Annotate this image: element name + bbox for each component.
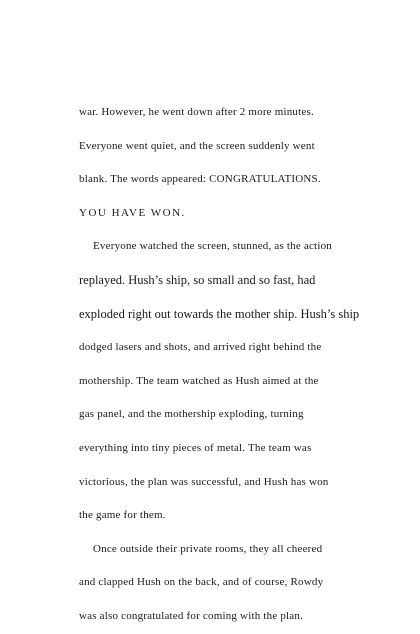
text-line: YOU HAVE WON. [79, 206, 186, 219]
text-line: blank. The words appeared: CONGRATULATIONS. [79, 173, 321, 186]
text-line: replayed. Hush’s ship, so small and so fast, had [79, 272, 316, 287]
text-line: Everyone went quiet, and the screen suddenly went [79, 139, 315, 152]
text-line: gas panel, and the mothership exploding, turning [79, 408, 304, 421]
text-line: dodged lasers and shots, and arrived right behind the [79, 341, 322, 354]
paragraph-start-line: Everyone watched the screen, stunned, as the action [93, 240, 332, 253]
text-line: everything into tiny pieces of metal. The team was [79, 441, 312, 454]
paragraph-start-line: Once outside their private rooms, they all cheered [93, 542, 323, 555]
text-line: the game for them. [79, 509, 166, 522]
text-line: victorious, the plan was successful, and Hush has won [79, 475, 329, 488]
text-line: exploded right out towards the mother ship. Hush’s ship [79, 306, 360, 321]
story-text [79, 96, 360, 634]
text-line: and clapped Hush on the back, and of course, Rowdy [79, 576, 324, 589]
text-line: was also congratulated for coming with the plan. [79, 609, 304, 622]
text-line: war. However, he went down after 2 more minutes. [79, 106, 314, 118]
text-line: mothership. The team watched as Hush aimed at the [79, 374, 319, 387]
